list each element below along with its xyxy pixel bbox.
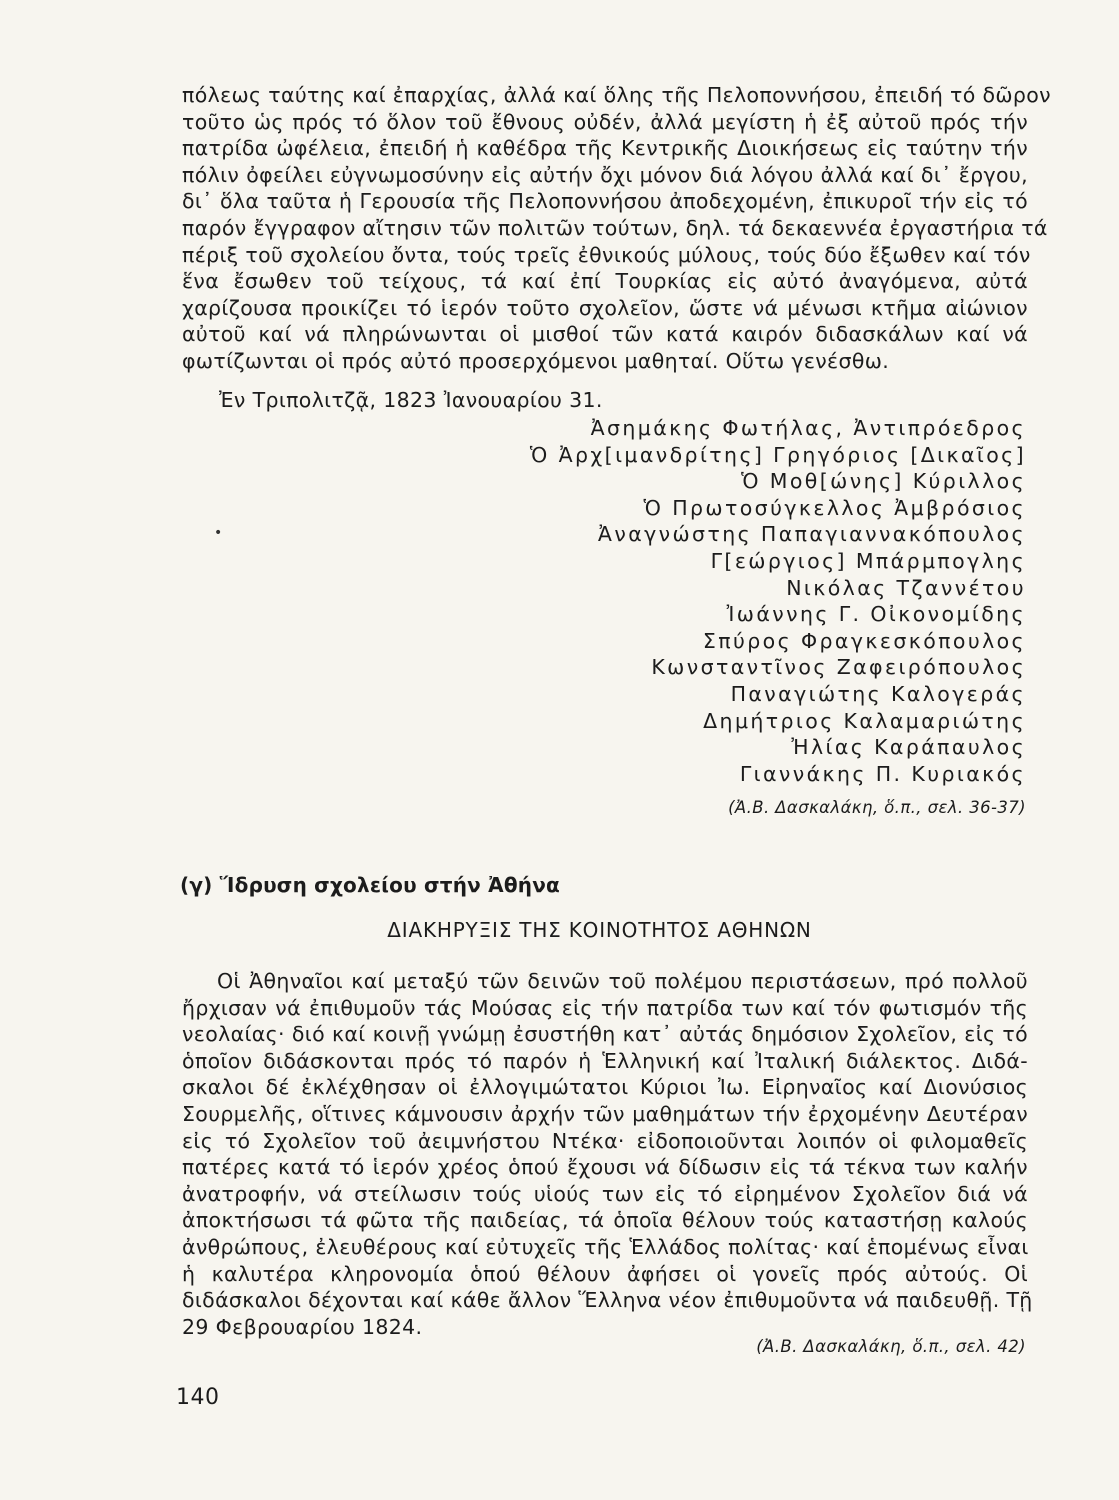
signature-line: Παναγιώτης Καλογεράς (730, 681, 1026, 706)
text-line: ἡ καλυτέρα κληρονομία ὁπού θέλουν ἀφήσει οἱ γονεῖς πρός αὐτούς. Οἱ (182, 1261, 1028, 1286)
signature-line: Ὁ Πρωτοσύγκελλος Ἀμβρόσιος (643, 495, 1026, 520)
text-line: ἕνα ἔσωθεν τοῦ τείχους, τά καί ἐπί Τουρκίας εἰς αὐτό ἀναγόμενα, αὐτά (182, 269, 1028, 294)
signature-line: Γ[εώργιος] Μπάρμπογλης (710, 548, 1026, 573)
signature-line: Δημήτριος Καλαμαριώτης (703, 708, 1026, 733)
place-date-line: Ἐν Τριπολιτζᾷ, 1823 Ἰανουαρίου 31. (219, 388, 603, 412)
text-line: σκαλοι δέ ἐκλέχθησαν οἱ ἐλλογιμώτατοι Κύριοι Ἰω. Εἰρηναῖος καί Διονύσιος (182, 1075, 1028, 1100)
text-line: νεολαίας· διό καί κοινῇ γνώμῃ ἐσυστήθη κατ᾽ αὐτάς δημόσιον Σχολεῖον, εἰς τό (182, 1022, 1028, 1047)
text-line: παρόν ἔγγραφον αἴτησιν τῶν πολιτῶν τούτων, δηλ. τά δεκαεννέα ἐργαστήρια τά (182, 215, 1048, 240)
text-line: ὁποῖον διδάσκονται πρός τό παρόν ἡ Ἑλληνική καί Ἰταλική διάλεκτος. Διδά- (182, 1048, 1028, 1073)
text-line: ἀνατροφήν, νά στείλωσιν τούς υἱούς των εἰς τό εἰρημένον Σχολεῖον διά νά (182, 1181, 1028, 1206)
signature-line: Κωνσταντῖνος Ζαφειρόπουλος (651, 655, 1026, 680)
text-line: ἤρχισαν νά ἐπιθυμοῦν τάς Μούσας εἰς τήν πατρίδα των καί τόν φωτισμόν τῆς (182, 995, 1028, 1020)
text-line: εἰς τό Σχολεῖον τοῦ ἀειμνήστου Ντέκα· εἰδοποιοῦνται λοιπόν οἱ φιλομαθεῖς (182, 1128, 1028, 1153)
signature-line: Ἠλίας Καράπαυλος (791, 735, 1026, 760)
text-line: φωτίζωνται οἱ πρός αὐτό προσερχόμενοι μαθηταί. Οὕτω γενέσθω. (182, 348, 890, 373)
text-line: αὐτοῦ καί νά πληρώνωνται οἱ μισθοί τῶν κατά καιρόν διδασκάλων καί νά (182, 322, 1028, 347)
signature-line: Νικόλας Τζαννέτου (786, 575, 1026, 600)
text-line: πατρίδα ὠφέλεια, ἐπειδή ἡ καθέδρα τῆς Κεντρικῆς Διοικήσεως εἰς ταύτην τήν (182, 136, 1028, 161)
text-line: ἀνθρώπους, ἐλευθέρους καί εὐτυχεῖς τῆς Ἑλλάδος πολίτας· καί ἑπομένως εἶναι (182, 1234, 1029, 1259)
text-line: Οἱ Ἀθηναῖοι καί μεταξύ τῶν δεινῶν τοῦ πολέμου περιστάσεων, πρό πολλοῦ (217, 969, 1028, 993)
text-line: πόλιν ὀφείλει εὐγνωμοσύνην εἰς αὐτήν ὄχι μόνον διά λόγου ἀλλά καί δι᾽ ἔργου, (182, 162, 1028, 187)
text-line: 29 Φεβρουαρίου 1824. (182, 1314, 423, 1339)
signature-line: Ἰωάννης Γ. Οἰκονομίδης (726, 602, 1026, 627)
margin-mark-icon: • (214, 525, 223, 541)
paragraph-athens-proclamation (182, 968, 1033, 1340)
signature-list (530, 415, 1026, 787)
text-line: πέριξ τοῦ σχολείου ὄντα, τούς τρεῖς ἐθνικούς μύλους, τούς δύο ἔξωθεν καί τόν (182, 242, 1031, 267)
signature-line: Σπύρος Φραγκεσκόπουλος (702, 628, 1026, 653)
text-line: διδάσκαλοι δέχονται καί κάθε ἄλλον Ἕλληνα νέον ἐπιθυμοῦντα νά παιδευθῇ. Τῇ (182, 1288, 1033, 1313)
signature-line: Ἀσημάκης Φωτήλας, Ἀντιπρόεδρος (590, 416, 1026, 440)
source-citation: (Ἀ.Β. Δασκαλάκη, ὅ.π., σελ. 36-37) (728, 798, 1026, 817)
text-line: ἀποκτήσωσι τά φῶτα τῆς παιδείας, τά ὁποῖα θέλουν τούς καταστήσῃ καλούς (182, 1208, 1028, 1233)
text-line: πόλεως ταύτης καί ἐπαρχίας, ἀλλά καί ὅλης τῆς Πελοποννήσου, ἐπειδή τό δῶρον (182, 83, 1051, 107)
signature-line: Γιαννάκης Π. Κυριακός (739, 761, 1026, 786)
text-line: πατέρες κατά τό ἱερόν χρέος ὁπού ἔχουσι νά δίδωσιν εἰς τά τέκνα των καλήν (182, 1155, 1028, 1180)
text-line: τοῦτο ὡς πρός τό ὅλον τοῦ ἔθνους οὐδέν, ἀλλά μεγίστη ἡ ἐξ αὐτοῦ πρός τήν (182, 109, 1028, 134)
text-line: δι᾽ ὅλα ταῦτα ἡ Γερουσία τῆς Πελοποννήσου ἀποδεχομένη, ἐπικυροῖ τήν εἰς τό (182, 189, 1028, 214)
page-number: 140 (176, 1385, 220, 1410)
paragraph-senate-decree (182, 82, 1051, 375)
proclamation-title: ΔΙΑΚΗΡΥΞΙΣ ΤΗΣ ΚΟΙΝΟΤΗΤΟΣ ΑΘΗΝΩΝ (387, 918, 812, 942)
signature-line: Ὁ Μοθ[ώνης] Κύριλλος (741, 469, 1026, 494)
text-line: Σουρμελῆς, οἵτινες κάμνουσιν ἀρχήν τῶν μαθημάτων τήν ἐρχομένην Δευτέραν (182, 1101, 1028, 1126)
text-line: χαρίζουσα προικίζει τό ἱερόν τοῦτο σχολεῖον, ὥστε νά μένωσι κτῆμα αἰώνιον (182, 295, 1028, 320)
source-citation: (Ἀ.Β. Δασκαλάκη, ὅ.π., σελ. 42) (756, 1337, 1026, 1356)
signature-line: Ἀναγνώστης Παπαγιαννακόπουλος (597, 522, 1026, 547)
signature-line: Ὁ Ἀρχ[ιμανδρίτης] Γρηγόριος [Δικαῖος] (529, 442, 1026, 467)
section-heading: (γ) Ἵδρυση σχολείου στήν Ἀθήνα (180, 873, 560, 897)
